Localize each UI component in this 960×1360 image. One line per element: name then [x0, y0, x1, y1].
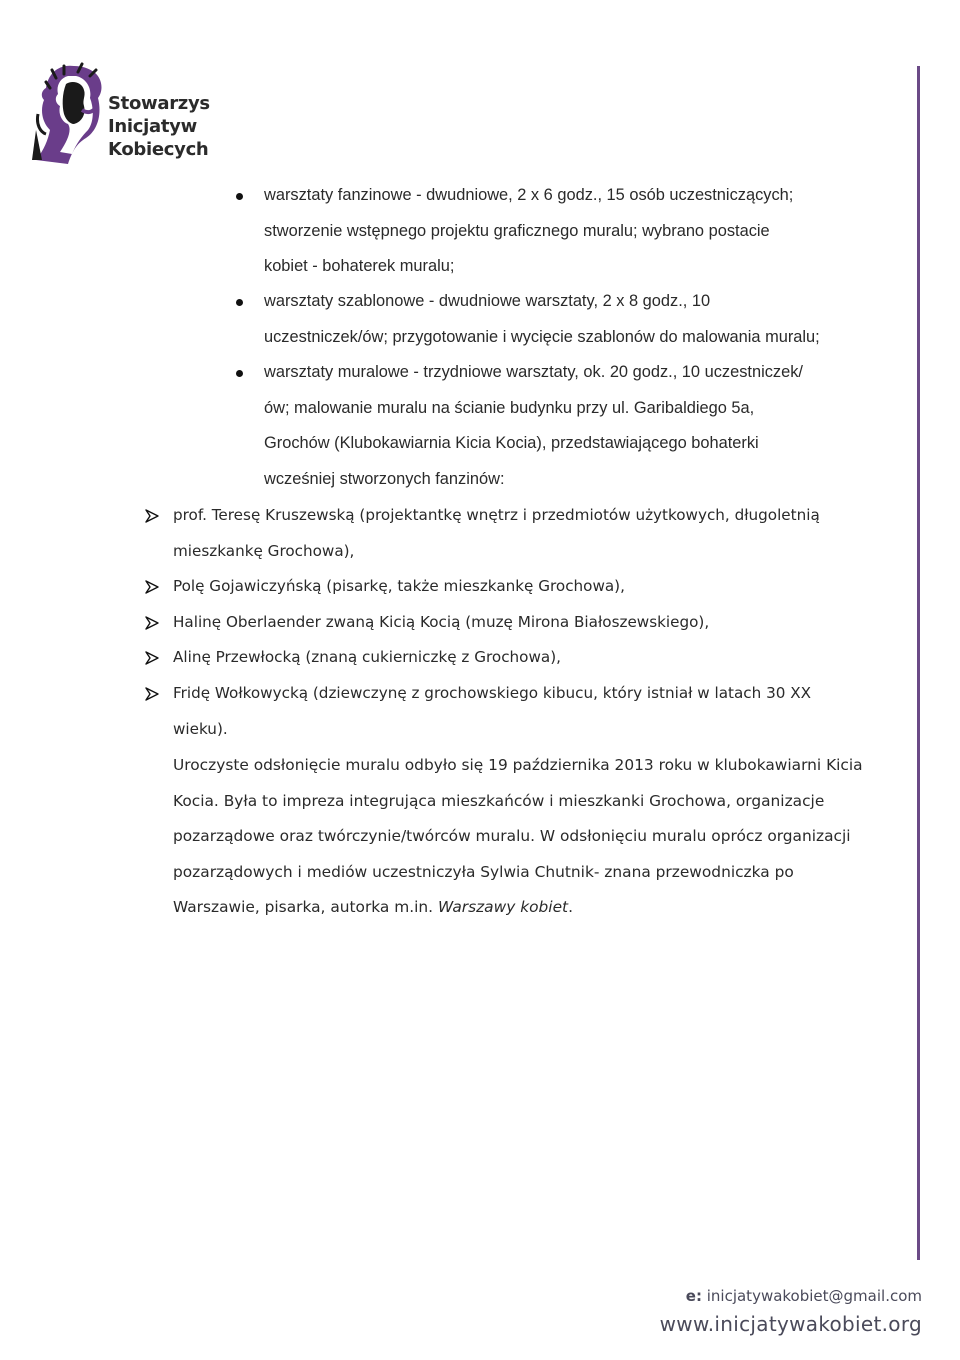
bullet-dot [236, 370, 243, 377]
heroine-item-przewlocka [173, 640, 873, 676]
summary-last-line-prefix: Warszawie, pisarka, autorka m.in. [173, 898, 438, 916]
arrow-bullet-icon [145, 509, 159, 523]
right-accent-rule [917, 66, 920, 1260]
logo-line-2: Inicjatyw [108, 116, 197, 137]
summary-last-line [173, 890, 893, 926]
bullet-line: ów; malowanie muralu na ścianie budynku przy ul. Garibaldiego 5a, [264, 398, 755, 417]
bullet-item-fanzine-workshop [264, 178, 874, 285]
page-footer [660, 1283, 922, 1339]
organization-logo [28, 60, 208, 170]
heroine-line: Fridę Wołkowycką (dziewczynę z grochowskiego kibucu, który istniał w latach 30 XX [173, 684, 812, 702]
heroine-item-wolkowycka [173, 676, 873, 747]
bullet-line: warsztaty fanzinowe - dwudniowe, 2 x 6 godz., 15 osób uczestniczących; [264, 186, 794, 204]
heroine-line: Halinę Oberlaender zwaną Kicią Kocią (muzę Mirona Białoszewskiego), [173, 613, 710, 631]
heroine-item-gojawiczynska [173, 569, 873, 605]
heroine-line: Alinę Przewłocką (znaną cukierniczkę z Grochowa), [173, 648, 561, 666]
bullet-line: kobiet - bohaterek muralu; [264, 257, 455, 275]
bullet-item-stencil-workshop [264, 284, 874, 355]
bullet-dot [236, 299, 243, 306]
heroine-line: prof. Teresę Kruszewską (projektantkę wnętrz i przedmiotów użytkowych, długoletnią [173, 506, 820, 524]
logo-wordmark [108, 92, 210, 161]
bullet-line: warsztaty muralowe - trzydniowe warsztaty, ok. 20 godz., 10 uczestniczek/ [264, 363, 803, 381]
bullet-line: wcześniej stworzonych fanzinów: [264, 469, 505, 488]
arrow-bullet-icon [145, 580, 159, 594]
summary-last-line-suffix: . [568, 898, 573, 916]
arrow-bullet-icon [145, 687, 159, 701]
woman-profile-logo-icon [28, 60, 108, 170]
bullet-dot [236, 193, 243, 200]
arrow-bullet-icon [145, 616, 159, 630]
heroine-line: Polę Gojawiczyńską (pisarkę, także mieszkankę Grochowa), [173, 577, 625, 595]
email-address[interactable]: inicjatywakobiet@gmail.com [706, 1287, 922, 1305]
heroine-item-kruszewska [173, 498, 873, 569]
bullet-item-mural-workshop [264, 355, 874, 497]
email-label: e: [685, 1287, 702, 1305]
bullet-line: stworzenie wstępnego projektu graficznego muralu; wybrano postacie [264, 221, 770, 240]
footer-email-row [660, 1283, 922, 1309]
summary-line: Kocia. Była to impreza integrująca mieszkańców i mieszkanki Grochowa, organizacje [173, 791, 825, 810]
heroine-item-oberlaender [173, 605, 873, 641]
book-title: Warszawy kobiet [437, 898, 569, 916]
heroine-line: wieku). [173, 719, 228, 738]
website-link[interactable]: www.inicjatywakobiet.org [659, 1312, 922, 1336]
summary-line: pozarządowych i mediów uczestniczyła Sylwia Chutnik- znana przewodniczka po [173, 862, 794, 881]
logo-line-1: Stowarzys [108, 93, 210, 114]
summary-line: Uroczyste odsłonięcie muralu odbyło się 19 października 2013 roku w klubokawiarni Kicia [173, 756, 863, 774]
summary-line: pozarządowe oraz twórczynie/twórców muralu. W odsłonięciu muralu oprócz organizacji [173, 827, 851, 845]
arrow-bullet-icon [145, 651, 159, 665]
bullet-line: Grochów (Klubokawiarnia Kicia Kocia), przedstawiającego bohaterki [264, 434, 759, 452]
logo-line-3: Kobiecych [108, 139, 209, 160]
summary-paragraph [173, 748, 893, 926]
bullet-line: warsztaty szablonowe - dwudniowe warsztaty, 2 x 8 godz., 10 [264, 292, 711, 310]
heroine-line: mieszkankę Grochowa), [173, 541, 355, 560]
bullet-line: uczestniczek/ów; przygotowanie i wycięcie szablonów do malowania muralu; [264, 327, 820, 346]
logo-clip [28, 60, 210, 170]
